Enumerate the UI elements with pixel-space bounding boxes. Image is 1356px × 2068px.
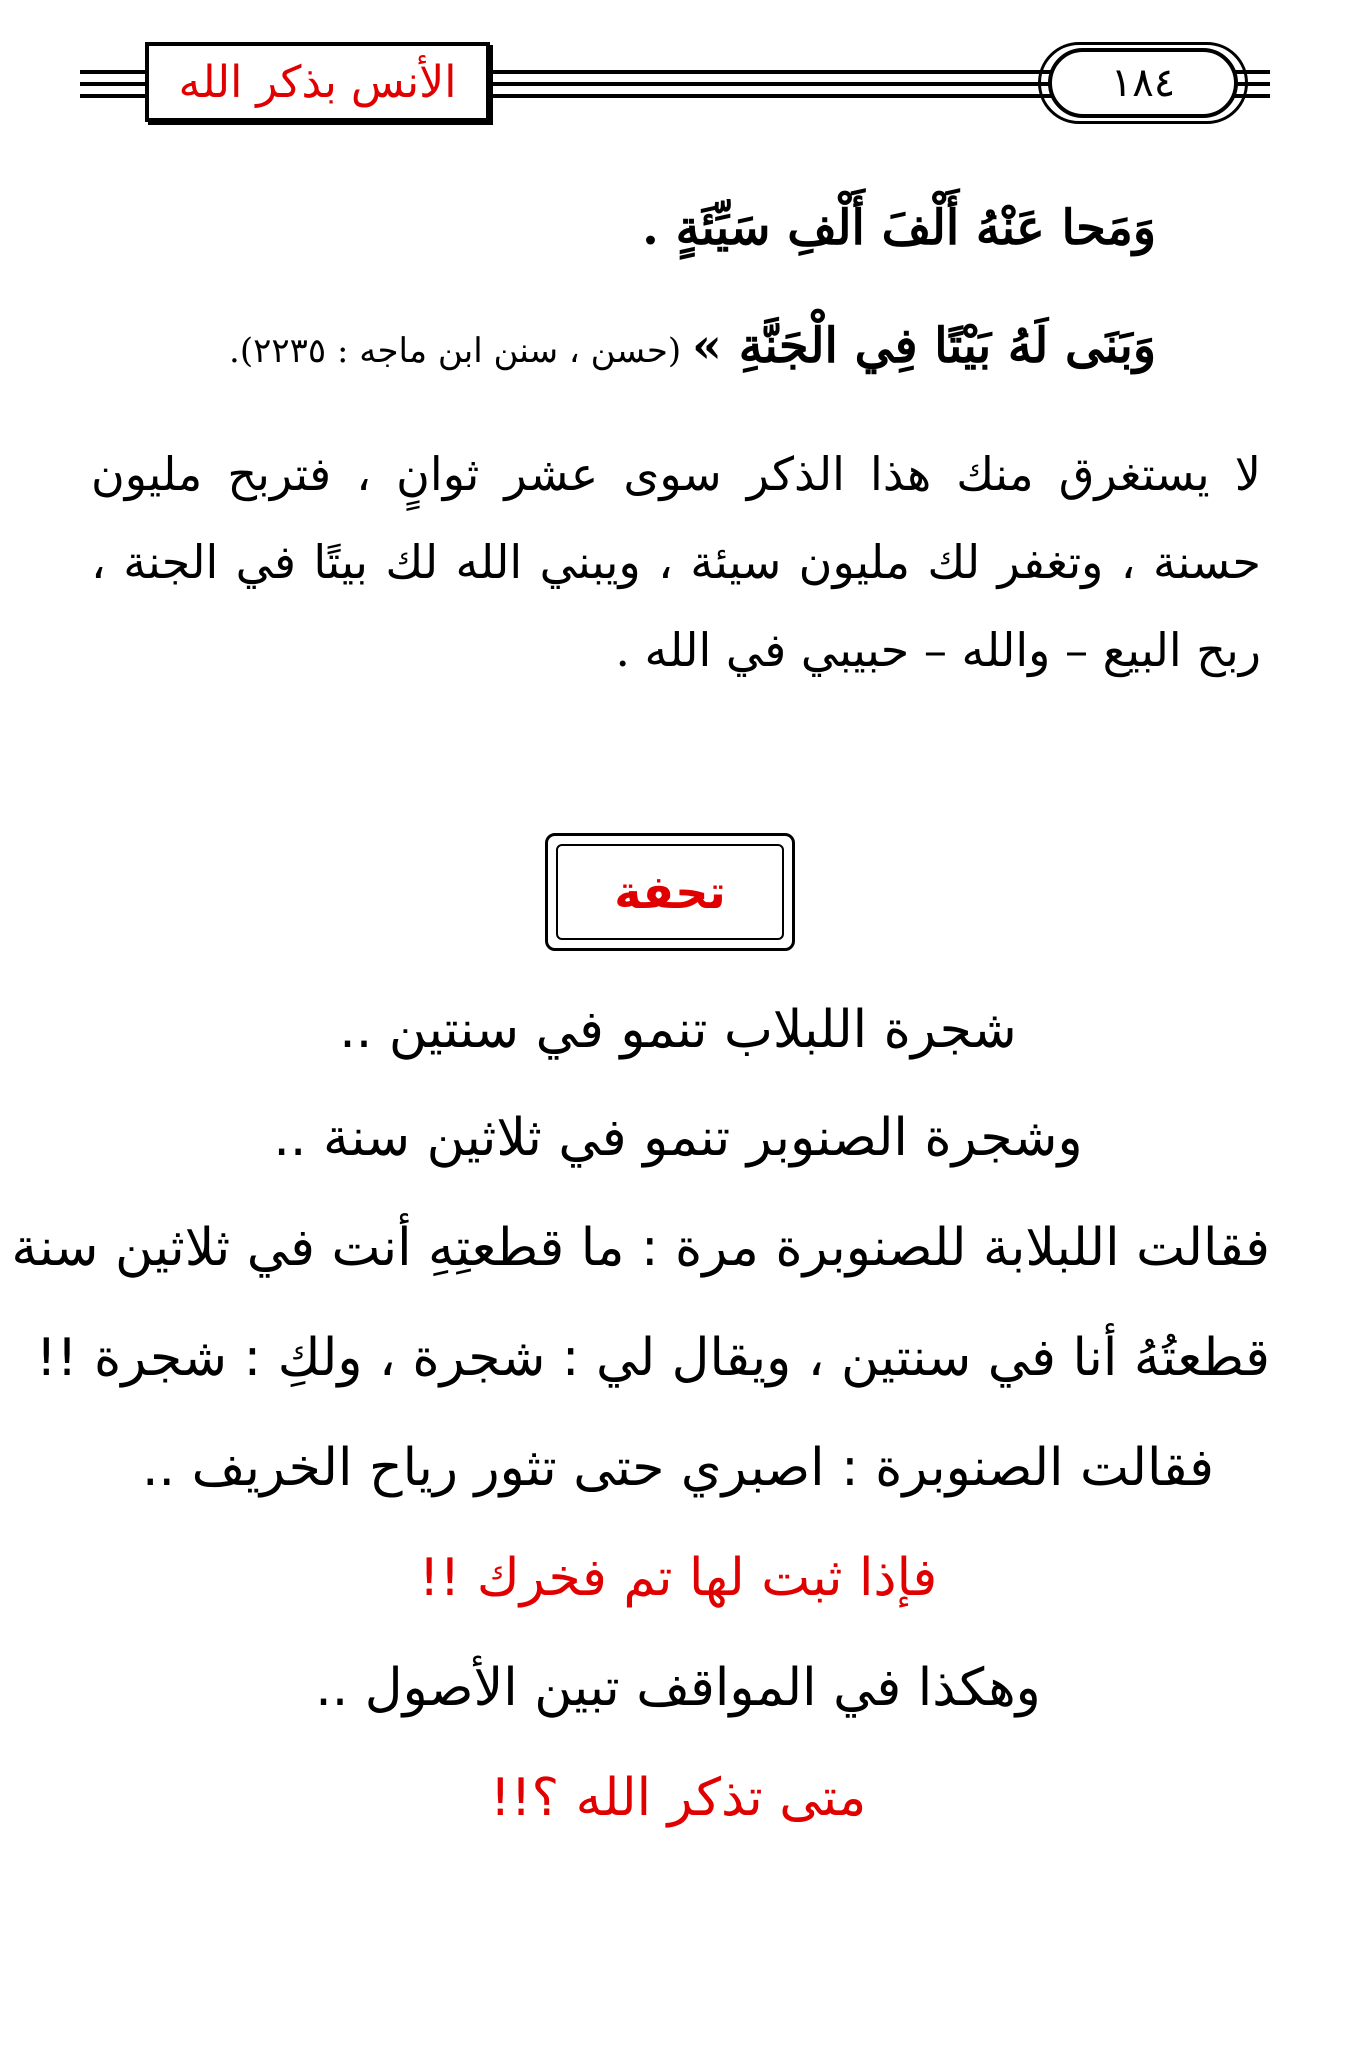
page-header: [80, 38, 1270, 138]
running-title-box: [145, 42, 490, 122]
page-number-oval: [1048, 48, 1238, 118]
hadith-reference: (حسن ، سنن ابن ماجه : ٢٢٣٥).: [229, 331, 692, 371]
running-title: الأنس بذكر الله: [178, 56, 457, 108]
story-line-8: متى تذكر الله ؟!!: [489, 1768, 867, 1828]
story-line-4: قطعتُهُ أنا في سنتين ، ويقال لي : شجرة ، ولكِ : شجرة !!: [35, 1328, 1270, 1388]
section-label-box: [545, 833, 795, 951]
hadith-line-2: [229, 318, 1156, 374]
story-line-6: فإذا ثبت لها تم فخرك !!: [418, 1548, 938, 1608]
story-line-7: وهكذا في المواقف تبين الأصول ..: [315, 1658, 1041, 1718]
story-line-5: فقالت الصنوبرة : اصبري حتى تثور رياح الخريف ..: [142, 1438, 1214, 1498]
section-label: تحفة: [614, 865, 726, 919]
hadith-line-1: وَمَحا عَنْهُ أَلْفَ أَلْفِ سَيِّئَةٍ .: [642, 200, 1156, 256]
story-line-2: وشجرة الصنوبر تنمو في ثلاثين سنة ..: [273, 1108, 1083, 1168]
story-line-1: شجرة اللبلاب تنمو في سنتين ..: [339, 1000, 1017, 1060]
story-line-3: فقالت اللبلابة للصنوبرة مرة : ما قطعتِهِ أنت في ثلاثين سنة: [11, 1218, 1270, 1278]
paragraph-line-2: حسنة ، وتغفر لك مليون سيئة ، ويبني الله لك بيتًا في الجنة ،: [91, 535, 1261, 589]
commentary-paragraph: [91, 430, 1261, 694]
paragraph-line-3: ربح البيع – والله – حبيبي في الله .: [615, 623, 1261, 677]
paragraph-line-1: لا يستغرق منك هذا الذكر سوى عشر ثوانٍ ، فتربح مليون: [91, 447, 1261, 501]
hadith-line-2-text: وَبَنَى لَهُ بَيْتًا فِي الْجَنَّةِ »: [691, 318, 1156, 374]
page-number: ١٨٤: [1110, 60, 1176, 106]
